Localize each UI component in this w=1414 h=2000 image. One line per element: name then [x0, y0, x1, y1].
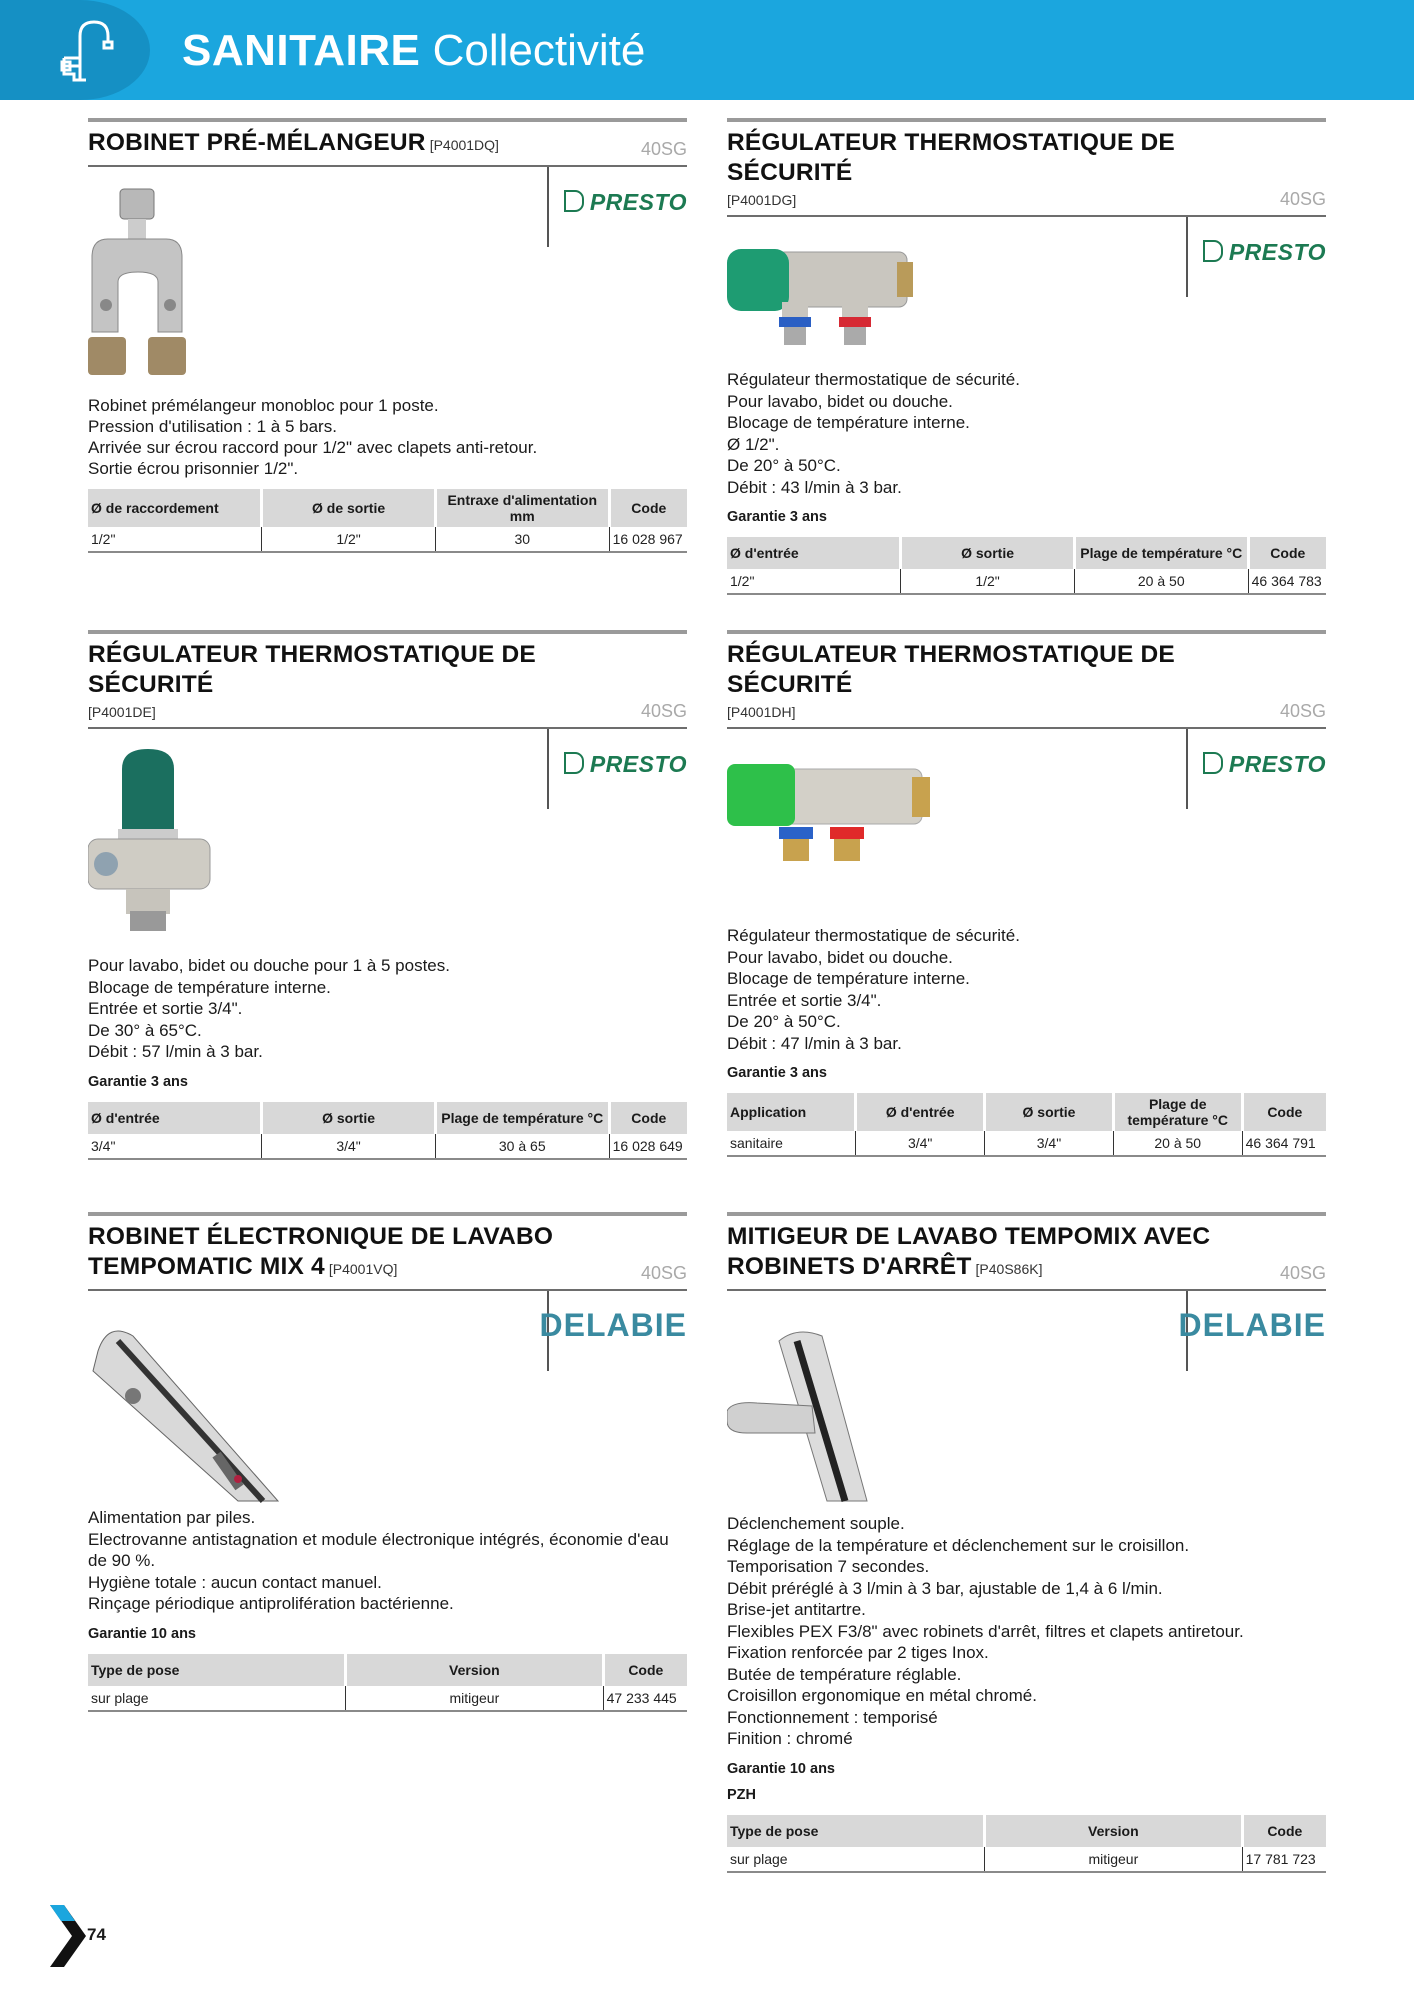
- table-header-cell: Type de pose: [727, 1815, 985, 1847]
- description-line: Croisillon ergonomique en métal chromé.: [727, 1686, 1037, 1705]
- brand-name: PRESTO: [589, 751, 687, 777]
- table-cell: 20 à 50: [1074, 569, 1248, 594]
- category-code: 40SG: [640, 701, 687, 721]
- table-cell: 3/4": [985, 1131, 1114, 1156]
- product-section: [727, 118, 1326, 595]
- table-header-cell: Code: [609, 1102, 687, 1134]
- product-reference: [P40S86K]: [975, 1261, 1043, 1277]
- brand-name: PRESTO: [589, 189, 687, 215]
- product-section: [88, 630, 687, 1160]
- presto-d-icon: [1203, 752, 1223, 774]
- table-row: [727, 1847, 1326, 1872]
- presto-d-icon: [1203, 240, 1223, 262]
- description-line: Fixation renforcée par 2 tiges Inox.: [727, 1643, 989, 1662]
- table-cell: 1/2": [901, 569, 1075, 594]
- presto-logo: [564, 751, 687, 778]
- product-description: [88, 1507, 687, 1615]
- table-cell: 3/4": [262, 1134, 436, 1159]
- product-header: [88, 1216, 687, 1291]
- table-header-cell: Code: [1242, 1093, 1326, 1131]
- table-header-cell: Version: [346, 1654, 604, 1686]
- spec-table: [88, 1102, 687, 1160]
- description-line: Blocage de température interne.: [88, 977, 331, 997]
- table-header-row: [88, 1654, 687, 1686]
- table-cell: 30 à 65: [435, 1134, 609, 1159]
- table-header-cell: Code: [1248, 537, 1326, 569]
- product-description: [727, 369, 1326, 498]
- table-header-row: [727, 537, 1326, 569]
- description-line: Régulateur thermostatique de sécurité.: [727, 370, 1020, 389]
- description-line: Entrée et sortie 3/4".: [727, 990, 882, 1010]
- page-number: 74: [87, 1925, 106, 1944]
- category-code: 40SG: [1279, 189, 1326, 209]
- product-section: [88, 1212, 687, 1712]
- presto-logo: [1203, 751, 1326, 778]
- category-code: 40SG: [640, 1263, 687, 1283]
- table-header-cell: Type de pose: [88, 1654, 346, 1686]
- product-title: [727, 128, 1256, 210]
- product-image: [88, 187, 208, 387]
- product-reference: [P4001DG]: [727, 192, 797, 208]
- description-line: Brise-jet antitartre.: [727, 1600, 866, 1619]
- product-body: [727, 729, 1326, 925]
- description-line: Blocage de température interne.: [727, 413, 970, 432]
- description-line: Hygiène totale : aucun contact manuel.: [88, 1572, 382, 1592]
- product-title: [727, 1222, 1256, 1284]
- table-header-cell: Application: [727, 1093, 856, 1131]
- category-code: 40SG: [640, 139, 687, 159]
- table-cell: 30: [435, 527, 609, 552]
- presto-d-icon: [564, 752, 584, 774]
- table-header-cell: Code: [609, 489, 687, 527]
- table-cell: sur plage: [88, 1686, 346, 1711]
- brand-logo: [1178, 1291, 1326, 1371]
- product-image: [88, 1311, 288, 1516]
- product-body: [727, 217, 1326, 369]
- category-code: 40SG: [1279, 1263, 1326, 1283]
- description-line: Débit préréglé à 3 l/min à 3 bar, ajustable de 1,4 à 6 l/min.: [727, 1578, 1163, 1598]
- product-title-text: ROBINET ÉLECTRONIQUE DE LAVABO TEMPOMATIC MIX 4: [88, 1223, 554, 1280]
- table-header-cell: Code: [1242, 1815, 1326, 1847]
- delabie-logo: DELABIE: [539, 1307, 687, 1343]
- product-title: [88, 1222, 617, 1284]
- description-line: Déclenchement souple.: [727, 1514, 905, 1533]
- product-title: [88, 128, 617, 160]
- product-title-text: RÉGULATEUR THERMOSTATIQUE DE SÉCURITÉ: [727, 129, 1175, 186]
- product-body: [88, 1291, 687, 1507]
- table-header-cell: Ø d'entrée: [856, 1093, 985, 1131]
- table-header-row: [88, 1102, 687, 1134]
- chevron-right-icon: [50, 1905, 86, 1967]
- table-header-cell: Plage de température °C: [435, 1102, 609, 1134]
- product-body: [88, 729, 687, 955]
- product-body: [88, 167, 687, 395]
- product-description: [88, 955, 687, 1063]
- table-header-row: [727, 1815, 1326, 1847]
- description-line: De 20° à 50°C.: [727, 1012, 841, 1031]
- table-cell: 1/2": [88, 527, 262, 552]
- description-line: Flexibles PEX F3/8" avec robinets d'arrêt, filtres et clapets antiretour.: [727, 1621, 1244, 1641]
- table-cell: 46 364 783: [1248, 569, 1326, 594]
- table-cell: sur plage: [727, 1847, 985, 1872]
- description-line: Régulateur thermostatique de sécurité.: [727, 926, 1020, 945]
- product-header: [727, 122, 1326, 217]
- description-line: Pour lavabo, bidet ou douche.: [727, 947, 953, 967]
- brand-logo: [1186, 217, 1326, 297]
- presto-d-icon: [564, 190, 584, 212]
- table-header-row: [88, 489, 687, 527]
- description-line: Rinçage périodique antiprolifération bactérienne.: [88, 1594, 454, 1613]
- product-header: [88, 634, 687, 729]
- table-cell: 3/4": [856, 1131, 985, 1156]
- extra-label: PZH: [727, 1786, 756, 1803]
- table-cell: 17 781 723: [1242, 1847, 1326, 1872]
- table-cell: mitigeur: [346, 1686, 604, 1711]
- guarantee-label: Garantie 3 ans: [727, 1065, 827, 1081]
- table-header-cell: Ø sortie: [262, 1102, 436, 1134]
- product-image: [727, 1321, 897, 1516]
- spec-table: [88, 489, 687, 553]
- table-cell: 47 233 445: [603, 1686, 687, 1711]
- product-reference: [P4001DE]: [88, 704, 156, 720]
- table-header-cell: Ø d'entrée: [727, 537, 901, 569]
- table-cell: 16 028 649: [609, 1134, 687, 1159]
- product-header: [727, 1216, 1326, 1291]
- product-reference: [P4001DH]: [727, 704, 796, 720]
- table-row: [88, 527, 687, 552]
- product-description: [727, 1513, 1326, 1750]
- description-line: Blocage de température interne.: [727, 969, 970, 988]
- page-title: SANITAIRE Collectivité: [182, 26, 646, 75]
- description-line: Débit : 57 l/min à 3 bar.: [88, 1042, 263, 1061]
- table-header-cell: Entraxe d'alimentation mm: [435, 489, 609, 527]
- product-title-text: RÉGULATEUR THERMOSTATIQUE DE SÉCURITÉ: [727, 641, 1175, 698]
- product-description: [88, 395, 687, 479]
- description-line: Entrée et sortie 3/4".: [88, 999, 243, 1018]
- table-header-cell: Ø de raccordement: [88, 489, 262, 527]
- table-row: [88, 1134, 687, 1159]
- table-header-cell: Plage de température °C: [1074, 537, 1248, 569]
- table-header-cell: Version: [985, 1815, 1243, 1847]
- product-section: [727, 1212, 1326, 1873]
- table-cell: mitigeur: [985, 1847, 1243, 1872]
- product-title-text: ROBINET PRÉ-MÉLANGEUR: [88, 129, 426, 156]
- table-cell: 46 364 791: [1242, 1131, 1326, 1156]
- description-line: Pour lavabo, bidet ou douche pour 1 à 5 postes.: [88, 956, 450, 975]
- spec-table: [727, 1093, 1326, 1157]
- presto-logo: [1203, 239, 1326, 266]
- description-line: Pour lavabo, bidet ou douche.: [727, 391, 953, 411]
- product-title-text: MITIGEUR DE LAVABO TEMPOMIX AVEC ROBINETS D'ARRÊT: [727, 1223, 1211, 1280]
- table-cell: sanitaire: [727, 1131, 856, 1156]
- guarantee-label: Garantie 3 ans: [727, 509, 827, 525]
- table-header-cell: Plage de température °C: [1113, 1093, 1242, 1131]
- brand-logo: [1186, 729, 1326, 809]
- description-line: Arrivée sur écrou raccord pour 1/2" avec clapets anti-retour.: [88, 438, 538, 457]
- table-row: [727, 569, 1326, 594]
- table-cell: 1/2": [727, 569, 901, 594]
- description-line: Butée de température réglable.: [727, 1664, 962, 1684]
- description-line: Réglage de la température et déclenchement sur le croisillon.: [727, 1535, 1190, 1555]
- table-header-cell: Ø d'entrée: [88, 1102, 262, 1134]
- category-code: 40SG: [1279, 701, 1326, 721]
- table-header-row: [727, 1093, 1326, 1131]
- product-image: [727, 247, 917, 352]
- product-section: [88, 118, 687, 553]
- table-cell: 3/4": [88, 1134, 262, 1159]
- description-line: Robinet prémélangeur monobloc pour 1 poste.: [88, 396, 439, 415]
- product-section: [727, 630, 1326, 1157]
- description-line: Pression d'utilisation : 1 à 5 bars.: [88, 417, 337, 436]
- table-cell: 16 028 967: [609, 527, 687, 552]
- description-line: Fonctionnement : temporisé: [727, 1707, 938, 1727]
- table-row: [88, 1686, 687, 1711]
- product-image: [88, 749, 213, 939]
- brand-name: PRESTO: [1228, 751, 1326, 777]
- brand-name: PRESTO: [1228, 239, 1326, 265]
- brand-logo: [547, 167, 687, 247]
- spec-table: [88, 1654, 687, 1712]
- presto-logo: [564, 189, 687, 216]
- spec-table: [727, 537, 1326, 595]
- description-line: Temporisation 7 secondes.: [727, 1557, 930, 1576]
- faucet-icon: [58, 18, 122, 84]
- spec-table: [727, 1815, 1326, 1873]
- description-line: De 30° à 65°C.: [88, 1020, 202, 1040]
- description-line: Finition : chromé: [727, 1729, 853, 1748]
- product-image: [727, 759, 937, 874]
- guarantee-label: Garantie 10 ans: [727, 1760, 835, 1777]
- delabie-logo: DELABIE: [1178, 1307, 1326, 1343]
- guarantee-label: Garantie 10 ans: [88, 1625, 196, 1642]
- product-body: [727, 1291, 1326, 1513]
- product-title-text: RÉGULATEUR THERMOSTATIQUE DE SÉCURITÉ: [88, 641, 536, 698]
- description-line: Débit : 47 l/min à 3 bar.: [727, 1033, 902, 1053]
- brand-logo: [547, 729, 687, 809]
- description-line: Electrovanne antistagnation et module électronique intégrés, économie d'eau de 90 %.: [88, 1529, 674, 1570]
- table-cell: 1/2": [262, 527, 436, 552]
- description-line: Sortie écrou prisonnier 1/2".: [88, 459, 299, 478]
- product-header: [88, 122, 687, 167]
- table-header-cell: Ø sortie: [901, 537, 1075, 569]
- product-header: [727, 634, 1326, 729]
- table-header-cell: Ø de sortie: [262, 489, 436, 527]
- description-line: Ø 1/2".: [727, 434, 780, 454]
- table-header-cell: Ø sortie: [985, 1093, 1114, 1131]
- description-line: Débit : 43 l/min à 3 bar.: [727, 477, 902, 497]
- page-header: [0, 0, 1414, 100]
- description-line: De 20° à 50°C.: [727, 456, 841, 475]
- table-row: [727, 1131, 1326, 1156]
- guarantee-label: Garantie 3 ans: [88, 1073, 188, 1090]
- product-title: [727, 640, 1256, 722]
- product-title: [88, 640, 617, 722]
- product-description: [727, 925, 1326, 1054]
- product-reference: [P4001VQ]: [328, 1261, 398, 1277]
- description-line: Alimentation par piles.: [88, 1508, 256, 1527]
- product-reference: [P4001DQ]: [429, 137, 499, 153]
- table-cell: 20 à 50: [1113, 1131, 1242, 1156]
- brand-logo: [539, 1291, 687, 1371]
- header-icon-tab: [0, 0, 150, 100]
- table-header-cell: Code: [603, 1654, 687, 1686]
